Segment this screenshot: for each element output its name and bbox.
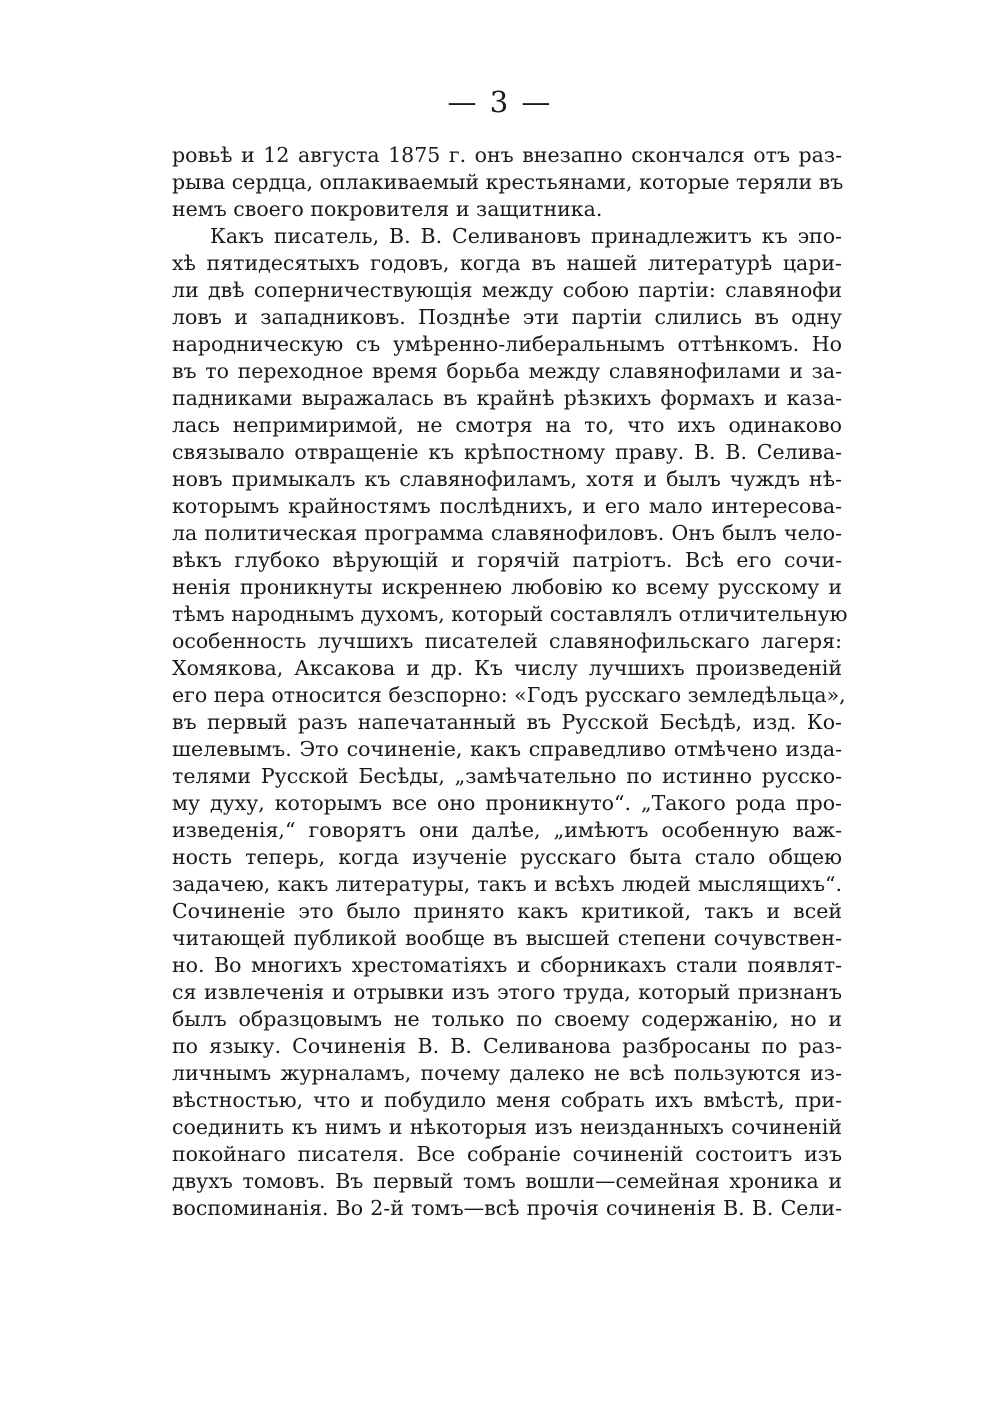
text-line: воспоминанія. Во 2-й томъ—всѣ прочія сочиненія В. В. Сели- xyxy=(172,1196,842,1220)
text-line: изведенія,“ говорятъ они далѣе, „имѣютъ особенную важ- xyxy=(172,818,842,842)
text-line: вѣкъ глубоко вѣрующій и горячій патріотъ. Всѣ его сочи- xyxy=(172,548,842,572)
page-number: — 3 — xyxy=(447,85,553,119)
text-line: но. Во многихъ хрестоматіяхъ и сборникахъ стали появлят- xyxy=(172,953,842,977)
text-line: народническую съ умѣренно-либеральнымъ оттѣнкомъ. Но xyxy=(172,332,842,356)
text-line: въ то переходное время борьба между славянофилами и за- xyxy=(172,359,842,383)
text-line: ровьѣ и 12 августа 1875 г. онъ внезапно скончался отъ раз- xyxy=(172,143,842,167)
text-line: въ первый разъ напечатанный въ Русской Бесѣдѣ, изд. Ко- xyxy=(172,710,842,734)
text-line: вѣстностью, что и побудило меня собрать ихъ вмѣстѣ, при- xyxy=(172,1088,842,1112)
text-line: которымъ крайностямъ послѣднихъ, и его мало интересова- xyxy=(172,494,842,518)
text-line: Хомякова, Аксакова и др. Къ числу лучшихъ произведеній xyxy=(172,656,842,680)
text-line: рыва сердца, оплакиваемый крестьянами, которые теряли въ xyxy=(172,170,844,194)
text-line: покойнаго писателя. Все собраніе сочиненій состоитъ изъ xyxy=(172,1142,842,1166)
text-line: ненія проникнуты искреннею любовію ко всему русскому и xyxy=(172,575,842,599)
paragraph-2 xyxy=(172,223,848,1222)
text-line: его пера относится безспорно: «Годъ русскаго земледѣльца», xyxy=(172,683,846,707)
text-line: ла политическая программа славянофиловъ. Онъ былъ чело- xyxy=(172,521,842,545)
text-line: новъ примыкалъ къ славянофиламъ, хотя и былъ чуждъ нѣ- xyxy=(172,467,842,491)
text-line: лась непримиримой, не смотря на то, что ихъ одинаково xyxy=(172,413,842,437)
text-line: немъ своего покровителя и защитника. xyxy=(172,197,603,221)
text-line: личнымъ журналамъ, почему далеко не всѣ пользуются из- xyxy=(172,1061,842,1085)
text-line: задачею, какъ литературы, такъ и всѣхъ людей мыслящихъ“. xyxy=(172,872,842,896)
text-line: телями Русской Бесѣды, „замѣчательно по истинно русско- xyxy=(172,764,842,788)
text-line: по языку. Сочиненія В. В. Селиванова разбросаны по раз- xyxy=(172,1034,842,1058)
paragraph-1 xyxy=(172,142,842,223)
text-line: ность теперь, когда изученіе русскаго быта стало общею xyxy=(172,845,842,869)
body-text xyxy=(172,142,848,1222)
text-line: падниками выражалась въ крайнѣ рѣзкихъ формахъ и каза- xyxy=(172,386,842,410)
text-line: былъ образцовымъ не только по своему содержанію, но и xyxy=(172,1007,842,1031)
text-line: ли двѣ соперничествующія между собою партіи: славянофи xyxy=(172,278,842,302)
text-line: двухъ томовъ. Въ первый томъ вошли—семейная хроника и xyxy=(172,1169,842,1193)
text-line: читающей публикой вообще въ высшей степени сочувствен- xyxy=(172,926,842,950)
text-line: хѣ пятидесятыхъ годовъ, когда въ нашей литературѣ цари- xyxy=(172,251,842,275)
text-line: особенность лучшихъ писателей славянофильскаго лагеря: xyxy=(172,629,842,653)
text-line: тѣмъ народнымъ духомъ, который составлялъ отличительную xyxy=(172,602,848,626)
text-line: шелевымъ. Это сочиненіе, какъ справедливо отмѣчено изда- xyxy=(172,737,842,761)
text-line: ловъ и западниковъ. Позднѣе эти партіи слились въ одну xyxy=(172,305,842,329)
text-line: ся извлеченія и отрывки изъ этого труда, который признанъ xyxy=(172,980,842,1004)
text-line: Сочиненіе это было принято какъ критикой, такъ и всей xyxy=(172,899,842,923)
text-line: Какъ писатель, В. В. Селивановъ принадлежитъ къ эпо- xyxy=(210,224,842,248)
text-line: связывало отвращеніе къ крѣпостному праву. В. В. Селива- xyxy=(172,440,842,464)
text-line: му духу, которымъ все оно проникнуто“. „Такого рода про- xyxy=(172,791,842,815)
text-line: соединить къ нимъ и нѣкоторыя изъ неизданныхъ сочиненій xyxy=(172,1115,842,1139)
